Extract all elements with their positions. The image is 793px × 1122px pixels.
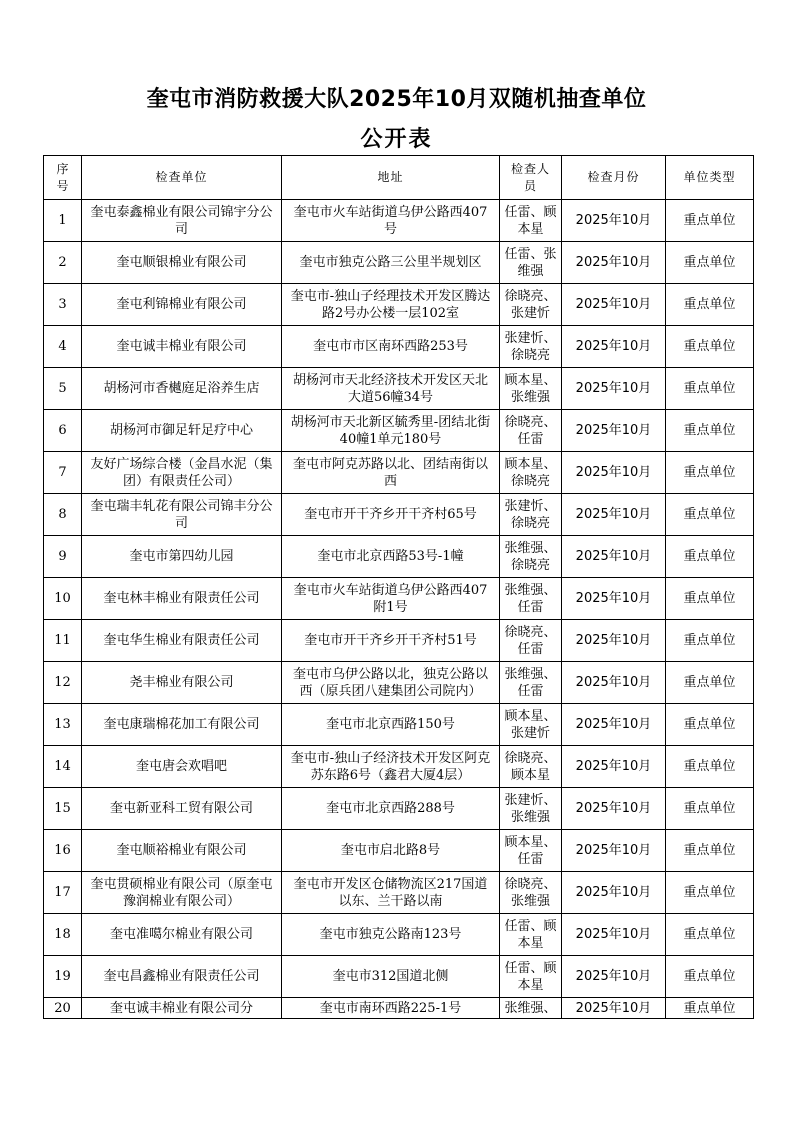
cell-month: 2025年10月 [562,242,666,284]
cell-month: 2025年10月 [562,620,666,662]
cell-month: 2025年10月 [562,746,666,788]
cell-unit-type: 重点单位 [666,326,754,368]
header-serial-number: 序号 [44,156,82,200]
table-row [44,368,754,410]
cell-unit-type: 重点单位 [666,452,754,494]
cell-serial-number: 18 [44,914,82,956]
table-row [44,662,754,704]
cell-unit-type: 重点单位 [666,284,754,326]
cell-month: 2025年10月 [562,662,666,704]
cell-unit-type: 重点单位 [666,956,754,998]
cell-address: 奎屯市开发区仓储物流区217国道以东、兰干路以南 [282,872,500,914]
cell-address: 奎屯市北京西路150号 [282,704,500,746]
cell-unit: 奎屯诚丰棉业有限公司分 [82,998,282,1019]
table-row [44,704,754,746]
cell-month: 2025年10月 [562,326,666,368]
cell-unit-type: 重点单位 [666,788,754,830]
table-row [44,788,754,830]
cell-serial-number: 13 [44,704,82,746]
cell-inspectors: 顾本星、张维强 [500,368,562,410]
cell-serial-number: 6 [44,410,82,452]
cell-unit: 奎屯市第四幼儿园 [82,536,282,578]
cell-address: 奎屯市-独山子经理技术开发区腾达路2号办公楼一层102室 [282,284,500,326]
cell-inspectors: 任雷、顾本星 [500,956,562,998]
cell-unit: 奎屯泰鑫棉业有限公司锦宇分公司 [82,200,282,242]
cell-serial-number: 10 [44,578,82,620]
cell-unit-type: 重点单位 [666,872,754,914]
cell-unit: 友好广场综合楼（金昌水泥（集团）有限责任公司） [82,452,282,494]
cell-unit-type: 重点单位 [666,704,754,746]
cell-inspectors: 徐晓亮、任雷 [500,620,562,662]
cell-inspectors: 张维强、 [500,998,562,1019]
table-row [44,578,754,620]
table-row [44,956,754,998]
cell-unit-type: 重点单位 [666,410,754,452]
cell-unit: 奎屯唐会欢唱吧 [82,746,282,788]
cell-serial-number: 5 [44,368,82,410]
cell-inspectors: 张维强、任雷 [500,578,562,620]
cell-unit-type: 重点单位 [666,662,754,704]
cell-serial-number: 4 [44,326,82,368]
cell-month: 2025年10月 [562,200,666,242]
cell-inspectors: 张建忻、徐晓亮 [500,326,562,368]
cell-address: 奎屯市开干齐乡开干齐村65号 [282,494,500,536]
table-row [44,242,754,284]
cell-unit-type: 重点单位 [666,578,754,620]
cell-serial-number: 15 [44,788,82,830]
cell-address: 奎屯市北京西路53号-1幢 [282,536,500,578]
table-row [44,620,754,662]
cell-month: 2025年10月 [562,368,666,410]
cell-unit: 奎屯华生棉业有限责任公司 [82,620,282,662]
cell-unit-type: 重点单位 [666,242,754,284]
cell-address: 奎屯市火车站街道乌伊公路西407号 [282,200,500,242]
cell-unit-type: 重点单位 [666,620,754,662]
cell-inspectors: 任雷、顾本星 [500,200,562,242]
cell-unit: 奎屯康瑞棉花加工有限公司 [82,704,282,746]
cell-inspectors: 张维强、任雷 [500,662,562,704]
cell-inspectors: 张建忻、张维强 [500,788,562,830]
cell-address: 奎屯市北京西路288号 [282,788,500,830]
table-row [44,200,754,242]
cell-month: 2025年10月 [562,410,666,452]
cell-unit: 尧丰棉业有限公司 [82,662,282,704]
header-month: 检查月份 [562,156,666,200]
table-row [44,872,754,914]
header-inspectors: 检查人员 [500,156,562,200]
cell-serial-number: 8 [44,494,82,536]
cell-unit: 奎屯新亚科工贸有限公司 [82,788,282,830]
cell-serial-number: 9 [44,536,82,578]
table-header-row [44,156,754,200]
cell-inspectors: 徐晓亮、顾本星 [500,746,562,788]
table-row [44,494,754,536]
inspection-table [43,155,754,1019]
table-row [44,998,754,1019]
cell-serial-number: 14 [44,746,82,788]
table-row [44,326,754,368]
cell-address: 奎屯市乌伊公路以北，独克公路以西（原兵团八建集团公司院内） [282,662,500,704]
cell-unit-type: 重点单位 [666,200,754,242]
cell-address: 奎屯市启北路8号 [282,830,500,872]
cell-month: 2025年10月 [562,494,666,536]
cell-serial-number: 20 [44,998,82,1019]
cell-inspectors: 张建忻、徐晓亮 [500,494,562,536]
cell-serial-number: 12 [44,662,82,704]
cell-serial-number: 11 [44,620,82,662]
table-row [44,284,754,326]
cell-inspectors: 任雷、顾本星 [500,914,562,956]
cell-inspectors: 顾本星、任雷 [500,830,562,872]
cell-serial-number: 1 [44,200,82,242]
cell-unit: 奎屯诚丰棉业有限公司 [82,326,282,368]
cell-unit: 奎屯贯硕棉业有限公司（原奎屯豫润棉业有限公司） [82,872,282,914]
cell-address: 奎屯市市区南环西路253号 [282,326,500,368]
cell-unit-type: 重点单位 [666,830,754,872]
cell-inspectors: 徐晓亮、任雷 [500,410,562,452]
cell-address: 奎屯市独克公路三公里半规划区 [282,242,500,284]
cell-month: 2025年10月 [562,914,666,956]
cell-address: 胡杨河市天北新区毓秀里-团结北街40幢1单元180号 [282,410,500,452]
cell-inspectors: 顾本星、徐晓亮 [500,452,562,494]
cell-unit: 奎屯利锦棉业有限公司 [82,284,282,326]
cell-unit: 奎屯林丰棉业有限责任公司 [82,578,282,620]
cell-unit: 奎屯顺裕棉业有限公司 [82,830,282,872]
header-unit-type: 单位类型 [666,156,754,200]
table-row [44,830,754,872]
cell-serial-number: 2 [44,242,82,284]
cell-address: 奎屯市阿克苏路以北、团结南街以西 [282,452,500,494]
table-row [44,914,754,956]
cell-serial-number: 16 [44,830,82,872]
cell-month: 2025年10月 [562,284,666,326]
cell-month: 2025年10月 [562,788,666,830]
cell-month: 2025年10月 [562,536,666,578]
table-row [44,536,754,578]
cell-unit-type: 重点单位 [666,494,754,536]
cell-month: 2025年10月 [562,578,666,620]
cell-address: 奎屯市开干齐乡开干齐村51号 [282,620,500,662]
cell-unit: 奎屯瑞丰轧花有限公司锦丰分公司 [82,494,282,536]
cell-unit-type: 重点单位 [666,746,754,788]
cell-address: 奎屯市火车站街道乌伊公路西407附1号 [282,578,500,620]
cell-address: 奎屯市-独山子经济技术开发区阿克苏东路6号（鑫君大厦4层） [282,746,500,788]
cell-inspectors: 张维强、徐晓亮 [500,536,562,578]
cell-unit: 胡杨河市御足轩足疗中心 [82,410,282,452]
cell-unit-type: 重点单位 [666,536,754,578]
cell-address: 奎屯市南环西路225-1号 [282,998,500,1019]
cell-address: 奎屯市312国道北侧 [282,956,500,998]
cell-unit: 奎屯昌鑫棉业有限责任公司 [82,956,282,998]
header-unit: 检查单位 [82,156,282,200]
cell-serial-number: 7 [44,452,82,494]
cell-month: 2025年10月 [562,998,666,1019]
cell-unit: 奎屯顺银棉业有限公司 [82,242,282,284]
table-row [44,410,754,452]
cell-month: 2025年10月 [562,704,666,746]
cell-address: 奎屯市独克公路南123号 [282,914,500,956]
table-row [44,746,754,788]
cell-inspectors: 顾本星、张建忻 [500,704,562,746]
cell-inspectors: 徐晓亮、张维强 [500,872,562,914]
cell-serial-number: 3 [44,284,82,326]
document-subtitle: 公开表 [360,127,433,152]
cell-inspectors: 任雷、张维强 [500,242,562,284]
header-address: 地址 [282,156,500,200]
cell-unit-type: 重点单位 [666,998,754,1019]
cell-unit: 胡杨河市香樾庭足浴养生店 [82,368,282,410]
document-title: 奎屯市消防救援大队2025年10月双随机抽查单位 [146,87,647,112]
cell-unit-type: 重点单位 [666,914,754,956]
cell-serial-number: 19 [44,956,82,998]
cell-unit: 奎屯准噶尔棉业有限公司 [82,914,282,956]
cell-address: 胡杨河市天北经济技术开发区天北大道56幢34号 [282,368,500,410]
cell-inspectors: 徐晓亮、张建忻 [500,284,562,326]
cell-serial-number: 17 [44,872,82,914]
cell-month: 2025年10月 [562,452,666,494]
table-row [44,452,754,494]
cell-month: 2025年10月 [562,830,666,872]
cell-month: 2025年10月 [562,956,666,998]
cell-unit-type: 重点单位 [666,368,754,410]
cell-month: 2025年10月 [562,872,666,914]
